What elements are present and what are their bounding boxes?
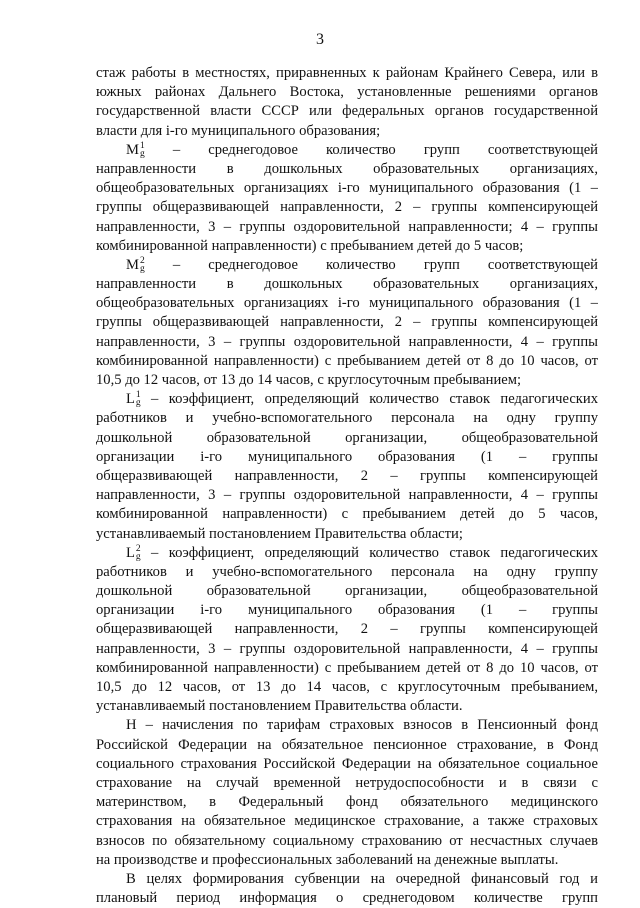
text-line [96, 640, 598, 659]
line-text: Н – начисления по тарифам страховых взносов в Пенсионный фонд [126, 717, 598, 734]
text-line [96, 774, 598, 793]
line-text: направленности в дошкольных образовательных организациях, [96, 160, 598, 177]
text-line [96, 371, 598, 390]
line-text: взносов по обязательному социальному страхованию от несчастных случаев [96, 832, 598, 849]
line-text: материнством, в Федеральный фонд обязательного медицинского [96, 794, 598, 811]
symbol-subscript: g [139, 148, 145, 159]
text-line [96, 870, 598, 889]
line-text: группы общеразвивающей направленности, 2 – группы компенсирующей [96, 314, 598, 331]
text-line [96, 601, 598, 620]
text-line [96, 505, 598, 524]
text-line [96, 563, 598, 582]
text-line [96, 812, 598, 831]
text-line [96, 333, 598, 352]
line-text: дошкольной образовательной организации, общеобразовательной [96, 583, 598, 600]
text-line [96, 160, 598, 179]
symbol-base: L [126, 391, 135, 408]
text-line [96, 697, 598, 716]
line-text: стаж работы в местностях, приравненных к районам Крайнего Севера, или в [96, 65, 598, 81]
text-line [96, 851, 598, 870]
line-text: государственной власти СССР или федеральных органов государственной [96, 103, 598, 120]
text-line [96, 544, 598, 563]
line-text: – коэффициент, определяющий количество ставок педагогических [140, 391, 598, 408]
text-line [96, 755, 598, 774]
line-text: плановый период информация о среднегодовом количестве групп [96, 890, 598, 907]
text-line [96, 736, 598, 755]
text-line [96, 275, 598, 294]
line-text: организации i-го муниципального образования (1 – группы [96, 602, 598, 619]
text-line [96, 122, 598, 141]
text-line [96, 678, 598, 697]
formula-symbol [126, 257, 145, 273]
line-text: направленности, 3 – группы оздоровительной направленности, 4 – группы [96, 640, 598, 657]
line-text: организации i-го муниципального образования (1 – группы [96, 448, 598, 465]
line-text: комбинированной направленности) с пребыванием детей от 8 до 10 часов, от [96, 659, 598, 676]
text-line [96, 256, 598, 275]
text-line [96, 716, 598, 735]
line-text: направленности, 3 – группы оздоровительной направленности, 4 – группы [96, 333, 598, 350]
formula-symbol [126, 545, 141, 561]
text-line [96, 448, 598, 467]
line-text: общеобразовательных организациях i-го муниципального образования (1 – [96, 295, 598, 312]
text-line [96, 409, 598, 428]
symbol-subscript: g [139, 263, 145, 274]
line-text: направленности в дошкольных образовательных организациях, [96, 276, 598, 293]
symbol-superscript: 1 [139, 140, 145, 151]
text-line [96, 141, 598, 160]
text-line [96, 620, 598, 639]
text-line [96, 83, 598, 102]
formula-symbol [126, 391, 141, 407]
line-text: общеобразовательных организациях i-го муниципального образования (1 – [96, 180, 598, 197]
text-line [96, 390, 598, 409]
line-text: – коэффициент, определяющий количество ставок педагогических [140, 544, 598, 561]
symbol-subscript: g [135, 551, 141, 562]
document-body [96, 64, 598, 908]
text-line [96, 237, 598, 256]
symbol-subscript: g [135, 398, 141, 409]
line-text: В целях формирования субвенции на очередной финансовый год и [126, 870, 598, 887]
formula-symbol [126, 142, 145, 158]
line-text: Российской Федерации на обязательное пенсионное страхование, в Фонд [96, 736, 598, 753]
line-text: страхование на случай временной нетрудоспособности и в связи с [96, 774, 598, 791]
line-text: общеразвивающей направленности, 2 – группы компенсирующей [96, 467, 598, 484]
line-text: южных районах Дальнего Востока, установленные решениями органов [96, 84, 598, 101]
symbol-base: M [126, 141, 139, 158]
line-text: комбинированной направленности) с пребыванием детей от 8 до 10 часов, от [96, 352, 598, 369]
line-text: – среднегодовое количество групп соответствующей [144, 256, 598, 273]
line-text: устанавливаемый постановлением Правительства области; [96, 525, 463, 542]
symbol-base: M [126, 256, 139, 273]
text-line [96, 352, 598, 371]
line-text: комбинированной направленности) с пребыванием детей до 5 часов; [96, 237, 524, 254]
symbol-superscript: 2 [135, 543, 141, 554]
text-line [96, 64, 598, 83]
page-number: 3 [316, 31, 324, 48]
line-text: работников и учебно-вспомогательного персонала на одну группу [96, 563, 598, 580]
line-text: общеразвивающей направленности, 2 – группы компенсирующей [96, 621, 598, 638]
line-text: – среднегодовое количество групп соответствующей [144, 141, 598, 158]
symbol-base: L [126, 544, 135, 561]
line-text: направленности, 3 – группы оздоровительной направленности; 4 – группы [96, 218, 598, 235]
text-line [96, 294, 598, 313]
text-line [96, 486, 598, 505]
text-line [96, 889, 598, 908]
text-line [96, 659, 598, 678]
line-text: комбинированной направленности) с пребыванием детей до 5 часов, [96, 506, 598, 523]
text-line [96, 467, 598, 486]
line-text: страхования на обязательное медицинское страхование, а также страховых [96, 813, 598, 830]
symbol-superscript: 2 [139, 255, 145, 266]
text-line [96, 793, 598, 812]
line-text: работников и учебно-вспомогательного персонала на одну группу [96, 410, 598, 427]
line-text: дошкольной образовательной организации, общеобразовательной [96, 429, 598, 446]
text-line [96, 179, 598, 198]
text-line [96, 313, 598, 332]
line-text: 10,5 до 12 часов, от 13 до 14 часов, с круглосуточным пребыванием; [96, 372, 522, 388]
line-text: социального страхования Российской Федерации на обязательное социальное [96, 755, 598, 772]
text-line [96, 582, 598, 601]
line-text: 10,5 до 12 часов, от 13 до 14 часов, с круглосуточным пребыванием, [96, 679, 598, 695]
text-line [96, 102, 598, 121]
line-text: направленности, 3 – группы оздоровительной направленности, 4 – группы [96, 487, 598, 504]
text-line [96, 832, 598, 851]
line-text: власти для i-го муниципального образования; [96, 122, 381, 139]
text-line [96, 525, 598, 544]
text-line [96, 218, 598, 237]
line-text: устанавливаемый постановлением Правительства области. [96, 698, 463, 715]
line-text: на производстве и профессиональных заболеваний на денежные выплаты. [96, 851, 559, 868]
line-text: группы общеразвивающей направленности, 2 – группы компенсирующей [96, 199, 598, 216]
text-line [96, 429, 598, 448]
symbol-superscript: 1 [135, 390, 141, 401]
text-line [96, 198, 598, 217]
